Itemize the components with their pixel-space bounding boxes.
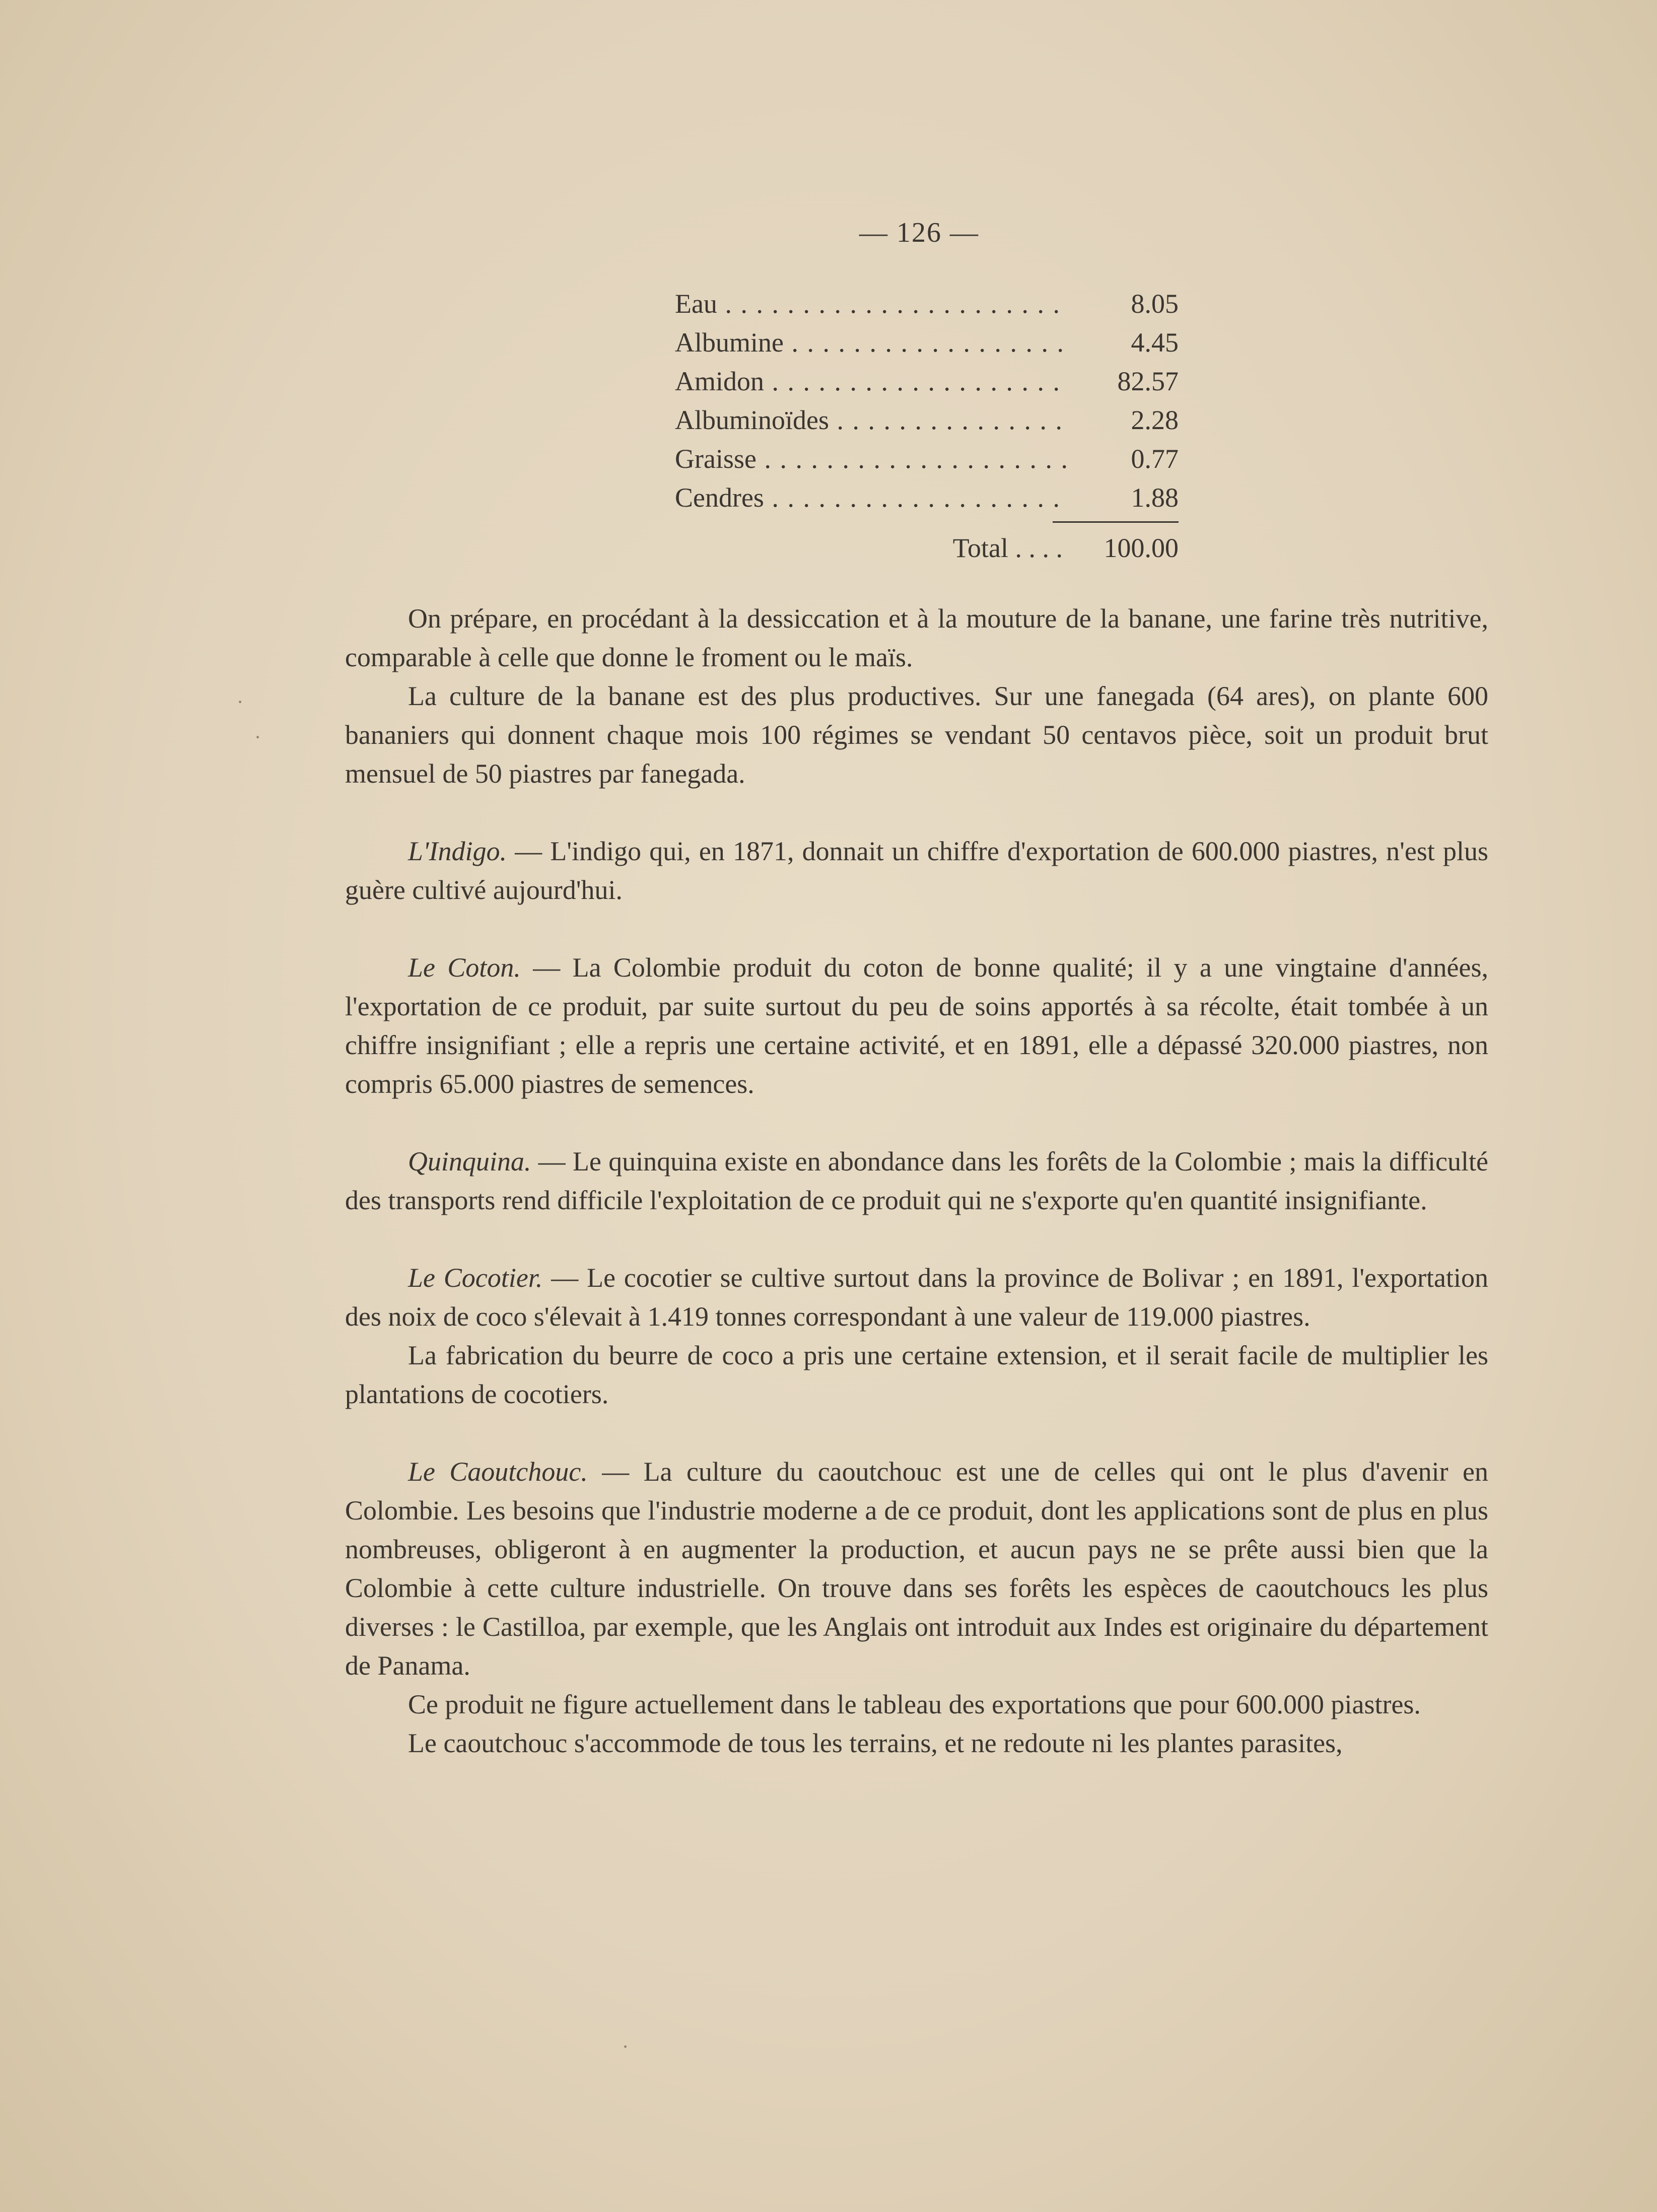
section-title-quinquina: Quinquina. bbox=[408, 1146, 531, 1177]
paragraph-quinquina bbox=[345, 1142, 1488, 1220]
page-speck: · bbox=[622, 2035, 629, 2058]
table-row bbox=[675, 323, 1179, 362]
row-label: Graisse . . . bbox=[675, 440, 1068, 478]
paragraph-caoutchouc bbox=[345, 1453, 1488, 1685]
total-rule bbox=[1053, 521, 1179, 523]
paragraph-coton-text: — La Colombie produit du coton de bonne qualité; il y a une vingtaine d'années, l'exportation de ce produit, par suite surtout du peu de soins apportés à sa récolte, était tombée à un chiffre insignifiant ; elle a repris une certaine activité, et en 1891, elle a dépassé 320.000 piastres, non compris 65.000 piastres de semences. bbox=[345, 952, 1488, 1099]
page-number: — 126 — bbox=[859, 217, 979, 248]
margin-speck: · bbox=[237, 690, 244, 713]
paragraph-quinquina-text: — Le quinquina existe en abondance dans les forêts de la Colombie ; mais la difficulté des transports rend difficile l'exploitation de ce produit qui ne s'exporte qu'en quantité insignifiante. bbox=[345, 1146, 1488, 1215]
row-label: Cendres . . . bbox=[675, 478, 1068, 517]
row-label: Albuminoïdes . . . bbox=[675, 401, 1068, 440]
paragraph-cocotier-text: — Le cocotier se cultive surtout dans la province de Bolivar ; en 1891, l'exportation des noix de coco s'élevait à 1.419 tonnes correspondant à une valeur de 119.000 piastres. bbox=[345, 1263, 1488, 1332]
paragraph-indigo-text: — L'indigo qui, en 1871, donnait un chiffre d'exportation de 600.000 piastres, n'est plus guère cultivé aujourd'hui. bbox=[345, 836, 1488, 905]
paragraph-cocotier bbox=[345, 1259, 1488, 1336]
table-row bbox=[675, 401, 1179, 440]
paragraph-caoutchouc-text: — La culture du caoutchouc est une de celles qui ont le plus d'avenir en Colombie. Les besoins que l'industrie moderne a de ce produit, dont les applications sont de plus en plus nombreuses, obligeront à en augmenter la production, et aucun pays ne se prête aussi bien que la Colombie à cette culture industrielle. On trouve dans ses forêts les espèces de caoutchoucs les plus diverses : le Castilloa, par exemple, que les Anglais ont introduit aux Indes est originaire du département de Panama. bbox=[345, 1457, 1488, 1681]
total-value: 100.00 bbox=[1103, 533, 1179, 563]
section-title-coton: Le Coton. bbox=[408, 952, 521, 983]
table-row bbox=[675, 478, 1179, 517]
paragraph-beurre: La fabrication du beurre de coco a pris une certaine extension, et il serait facile de multiplier les plantations de cocotiers. bbox=[345, 1340, 1488, 1409]
total-row bbox=[675, 528, 1179, 568]
section-title-cocotier: Le Cocotier. bbox=[408, 1263, 543, 1293]
paragraph-exportations: Ce produit ne figure actuellement dans le tableau des exportations que pour 600.000 piastres. bbox=[408, 1689, 1421, 1719]
row-label: Amidon . . . bbox=[675, 362, 1068, 401]
row-value: 4.45 bbox=[1131, 327, 1179, 358]
row-value: 8.05 bbox=[1131, 289, 1179, 319]
table-row bbox=[675, 440, 1179, 478]
row-value: 0.77 bbox=[1131, 444, 1179, 474]
section-title-indigo: L'Indigo. bbox=[408, 836, 507, 866]
paragraph-farine: On prépare, en procédant à la dessiccation et à la mouture de la banane, une farine très nutritive, comparable à celle que donne le froment ou le maïs. bbox=[345, 603, 1488, 672]
row-label: Eau . . . bbox=[675, 285, 1068, 323]
paragraph-terrains: Le caoutchouc s'accommode de tous les terrains, et ne redoute ni les plantes parasites, bbox=[408, 1728, 1343, 1758]
table-row bbox=[675, 285, 1179, 323]
composition-table bbox=[675, 285, 1179, 568]
row-value: 2.28 bbox=[1131, 405, 1179, 435]
margin-speck: · bbox=[254, 726, 261, 748]
table-row bbox=[675, 362, 1179, 401]
section-title-caoutchouc: Le Caoutchouc. bbox=[408, 1457, 588, 1487]
body-text bbox=[345, 599, 1488, 1763]
row-value: 1.88 bbox=[1131, 482, 1179, 513]
paragraph-coton bbox=[345, 948, 1488, 1103]
paragraph-indigo bbox=[345, 832, 1488, 910]
paragraph-culture-banane: La culture de la banane est des plus productives. Sur une fanegada (64 ares), on plante 600 bananiers qui donnent chaque mois 100 régimes se vendant 50 centavos pièce, soit un produit brut mensuel de 50 piastres par fanegada. bbox=[345, 681, 1488, 789]
row-label: Albumine . . . bbox=[675, 323, 1068, 362]
row-value: 82.57 bbox=[1117, 366, 1179, 396]
total-label: Total . . . . bbox=[675, 528, 1078, 568]
